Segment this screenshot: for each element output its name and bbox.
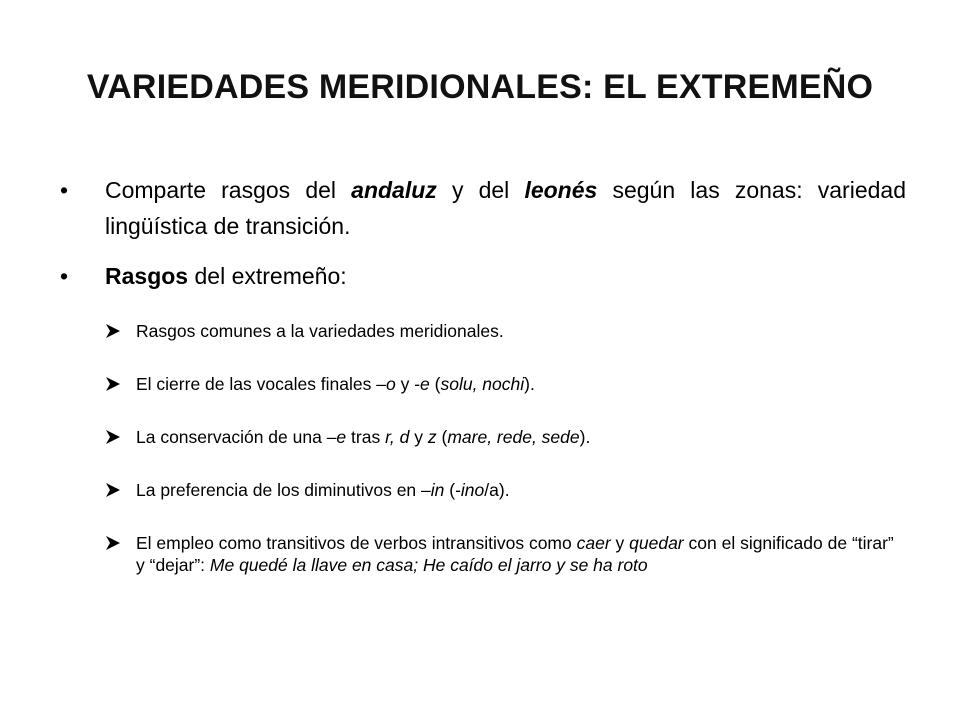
sub-item-italic: o: [385, 374, 396, 394]
bullet-text: del extremeño:: [188, 263, 347, 289]
main-bullet-list: [60, 172, 906, 294]
sub-item-transitivos: [103, 532, 903, 576]
sub-item-text: La conservación de una –: [136, 427, 337, 447]
arrowhead-icon: [105, 376, 121, 392]
sub-item-text: con el significado de “tirar” y “dejar”:: [136, 533, 894, 575]
sub-item-text: (-: [444, 480, 461, 500]
sub-item-example: Me quedé la llave en casa; He caído el jarro y se ha roto: [209, 555, 648, 575]
bullet-text: Comparte rasgos del: [105, 177, 352, 203]
arrowhead-icon: [105, 429, 121, 445]
bullet-emphasis-leones: leonés: [524, 177, 598, 203]
sub-item-italic: in: [430, 480, 445, 500]
sub-item-text: y: [409, 427, 428, 447]
sub-item-italic: solu, nochi: [440, 374, 525, 394]
sub-item-cierre-vocales: [103, 373, 903, 395]
sub-item-text: Rasgos comunes a la variedades meridionales.: [136, 321, 504, 341]
bullet-emphasis-andaluz: andaluz: [351, 177, 437, 203]
sub-item-text: El empleo como transitivos de verbos intransitivos como: [136, 533, 577, 553]
sub-item-italic: r, d: [385, 427, 410, 447]
bullet-dot-icon: •: [60, 263, 69, 289]
sub-bullet-list: [103, 320, 903, 576]
sub-item-italic: e: [336, 427, 347, 447]
sub-item-text: (: [436, 427, 448, 447]
sub-item-text: y -: [395, 374, 421, 394]
sub-item-italic: e: [420, 374, 430, 394]
sub-item-italic: ino: [460, 480, 485, 500]
arrowhead-icon: [105, 482, 121, 498]
sub-item-italic: z: [427, 427, 437, 447]
sub-item-italic: caer: [576, 533, 611, 553]
sub-item-text: /a).: [484, 480, 510, 500]
sub-item-text: El cierre de las vocales finales –: [136, 374, 386, 394]
sub-item-conservacion-e: [103, 426, 903, 448]
sub-item-italic: quedar: [629, 533, 684, 553]
arrowhead-icon: [105, 323, 121, 339]
sub-item-diminutivos: [103, 479, 903, 501]
sub-item-text: La preferencia de los diminutivos en –: [136, 480, 431, 500]
sub-item-text: ).: [524, 374, 535, 394]
bullet-text: según las zonas: variedad lingüística de transición.: [105, 177, 906, 239]
bullet-item-rasgos: [60, 258, 906, 294]
sub-item-text: tras: [346, 427, 386, 447]
arrowhead-icon: [105, 535, 121, 551]
sub-item-text: (: [429, 374, 441, 394]
bullet-emphasis-rasgos: Rasgos: [105, 263, 189, 289]
sub-item-text: y: [610, 533, 630, 553]
sub-item-italic: mare, rede, sede: [447, 427, 580, 447]
bullet-text: y del: [436, 177, 525, 203]
sub-item-text: ).: [579, 427, 591, 447]
bullet-dot-icon: •: [60, 177, 69, 203]
slide-title: VARIEDADES MERIDIONALES: EL EXTREMEÑO: [86, 68, 874, 106]
sub-item-rasgos-comunes: [103, 320, 903, 342]
bullet-item-transition: [60, 172, 906, 244]
